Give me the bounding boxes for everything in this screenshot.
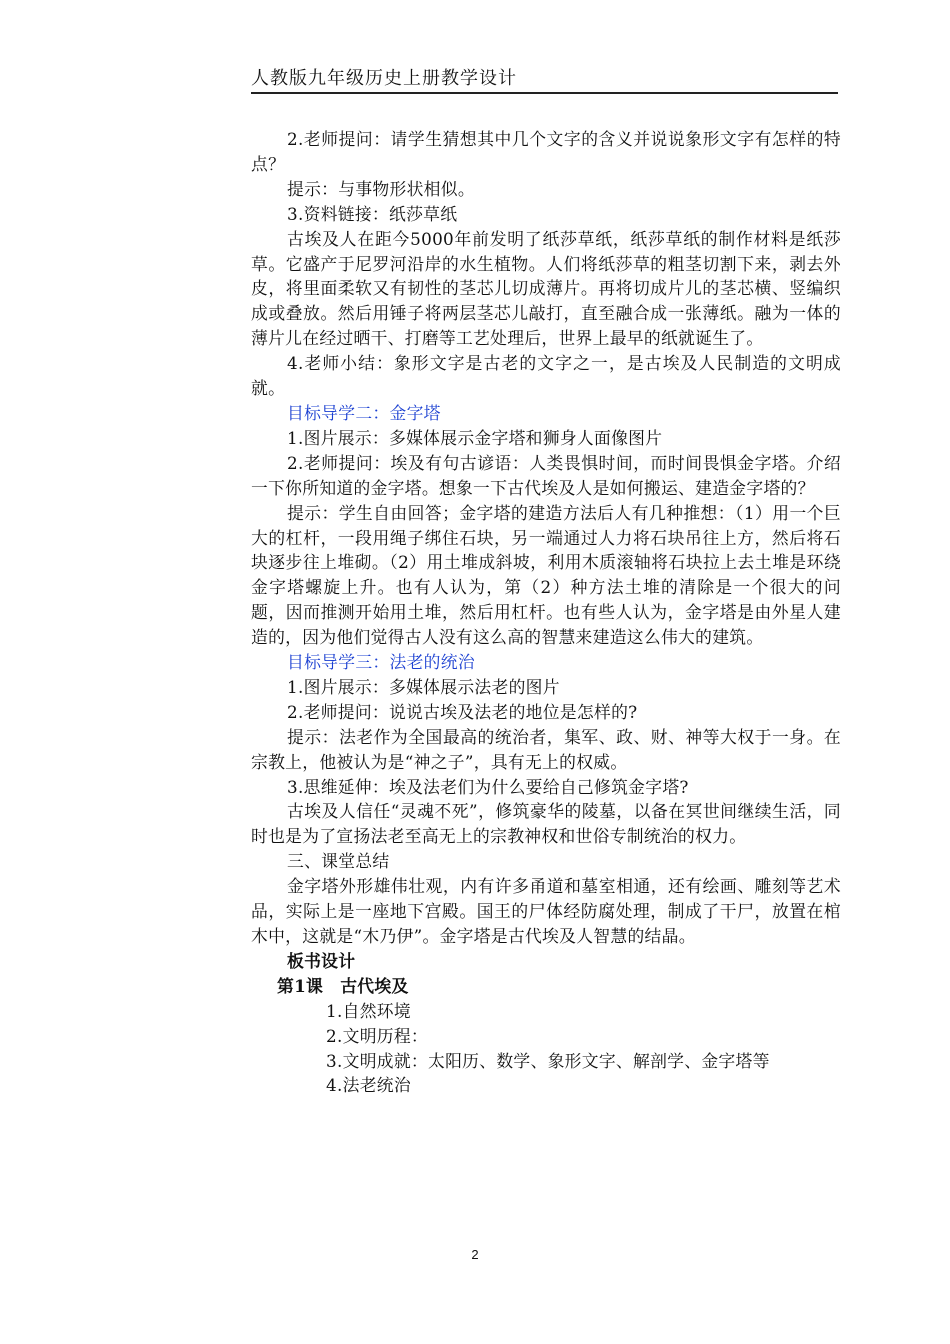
board-item: 2.文明历程： bbox=[326, 1025, 429, 1046]
paragraph: 古埃及人在距今5000年前发明了纸莎草纸，纸莎草纸的制作材料是纸莎草。它盛产于尼罗河沿岸的水生植物。人们将纸莎草的粗茎切割下来，剥去外皮，将里面柔软又有韧性的茎芯儿切成薄片。再将切成片儿的茎芯横、竖编织成或叠放。然后用锤子将两层茎芯儿敲打，直至融合成一张薄纸。融为一体的薄片儿在经过晒干、打磨等工艺处理后，世界上最早的纸就诞生了。 bbox=[251, 228, 841, 349]
paragraph: 提示：与事物形状相似。 bbox=[287, 178, 475, 199]
paragraph: 3.资料链接：纸莎草纸 bbox=[287, 203, 458, 224]
paragraph: 1.图片展示：多媒体展示金字塔和狮身人面像图片 bbox=[287, 427, 663, 448]
page-header bbox=[251, 66, 838, 94]
paragraph: 古埃及人信任“灵魂不死”，修筑豪华的陵墓，以备在冥世间继续生活，同时也是为了宣扬法老至高无上的宗教神权和世俗专制统治的权力。 bbox=[251, 801, 841, 847]
paragraph: 2.老师提问：请学生猜想其中几个文字的含义并说说象形文字有怎样的特点？ bbox=[251, 129, 841, 174]
section-heading: 目标导学二：金字塔 bbox=[287, 402, 441, 423]
board-item: 3.文明成就：太阳历、数学、象形文字、解剖学、金字塔等 bbox=[326, 1050, 770, 1071]
board-item: 4.法老统治 bbox=[326, 1075, 411, 1096]
paragraph: 2.老师提问：说说古埃及法老的地位是怎样的? bbox=[287, 701, 638, 722]
document-body bbox=[251, 127, 841, 1098]
paragraph: 金字塔外形雄伟壮观，内有许多甬道和墓室相通，还有绘画、雕刻等艺术品，实际上是一座地下宫殿。国王的尸体经防腐处理，制成了干尸，放置在棺木中，这就是“木乃伊”。金字塔是古代埃及人智慧的结晶。 bbox=[251, 876, 841, 946]
paragraph: 3.思维延伸：埃及法老们为什么要给自己修筑金字塔? bbox=[287, 776, 689, 797]
paragraph: 2.老师提问：埃及有句古谚语：人类畏惧时间，而时间畏惧金字塔。介绍一下你所知道的金字塔。想象一下古代埃及人是如何搬运、建造金字塔的？ bbox=[251, 452, 841, 498]
paragraph: 提示：学生自由回答；金字塔的建造方法后人有几种推想：（1）用一个巨大的杠杆，一段用绳子绑住石块，另一端通过人力将石块吊往上方，然后将石块逐步往上堆砌。（2）用土堆成斜坡，利用木质滚轴将石块拉上去土堆是环绕金字塔螺旋上升。也有人认为，第（2）种方法土堆的清除是一个很大的问题，因而推测开始用土堆，然后用杠杆。也有些人认为，金字塔是由外星人建造的，因为他们觉得古人没有这么高的智慧来建造这么伟大的建筑。 bbox=[251, 502, 841, 648]
header-title: 人教版九年级历史上册教学设计 bbox=[251, 68, 517, 89]
section-heading: 三、课堂总结 bbox=[287, 851, 390, 872]
section-heading: 目标导学三：法老的统治 bbox=[287, 652, 475, 673]
paragraph: 提示：法老作为全国最高的统治者，集军、政、财、神等大权于一身。在宗教上，他被认为是“神之子”，具有无上的权威。 bbox=[251, 726, 841, 772]
paragraph: 4.老师小结：象形文字是古老的文字之一，是古埃及人民制造的文明成就。 bbox=[251, 353, 841, 399]
paragraph: 1.图片展示：多媒体展示法老的图片 bbox=[287, 676, 560, 697]
board-design-title: 板书设计 bbox=[287, 950, 356, 971]
page-number: 2 bbox=[471, 1247, 479, 1262]
board-item: 1.自然环境 bbox=[326, 1000, 411, 1021]
board-lesson-title: 第1课 古代埃及 bbox=[277, 975, 409, 996]
